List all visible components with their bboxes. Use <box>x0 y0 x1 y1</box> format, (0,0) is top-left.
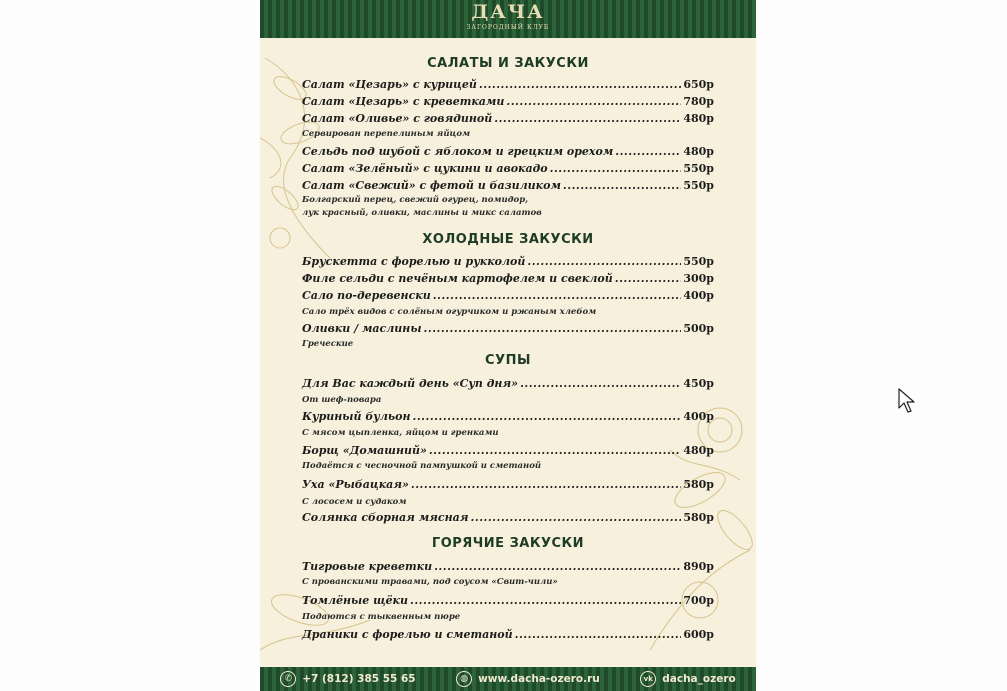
leader-dots <box>615 145 681 158</box>
item-name: Сало по-деревенски <box>302 289 431 302</box>
menu-item <box>302 179 714 193</box>
leader-dots <box>506 95 681 108</box>
item-name: Оливки / маслины <box>302 322 422 335</box>
item-price: 450р <box>683 377 714 390</box>
menu-item <box>302 594 714 608</box>
leader-dots <box>471 511 682 524</box>
vk-text: dacha_ozero <box>662 673 736 685</box>
item-name: Сельдь под шубой с яблоком и грецким орехом <box>302 145 614 158</box>
leader-dots <box>424 322 682 335</box>
menu-item <box>302 162 714 176</box>
section-title: САЛАТЫ И ЗАКУСКИ <box>427 56 589 71</box>
item-price: 550р <box>683 179 714 192</box>
leader-dots <box>527 255 681 268</box>
leader-dots <box>411 478 681 491</box>
item-note: Сервирован перепелиным яйцом <box>302 129 471 139</box>
menu-page <box>260 0 756 691</box>
leader-dots <box>520 377 681 390</box>
item-price: 580р <box>683 511 714 524</box>
item-name: Томлёные щёки <box>302 594 408 607</box>
item-note: Болгарский перец, свежий огурец, помидор, <box>302 195 529 205</box>
leader-dots <box>563 179 681 192</box>
leader-dots <box>494 112 681 125</box>
globe-icon: ◍ <box>456 671 472 687</box>
leader-dots <box>615 272 682 285</box>
item-note: Подаются с тыквенным пюре <box>302 612 461 622</box>
menu-item <box>302 377 714 391</box>
item-name: Драники с форелью и сметаной <box>302 628 513 641</box>
menu-item <box>302 511 714 525</box>
menu-item <box>302 444 714 458</box>
footer <box>260 667 756 691</box>
menu-item <box>302 145 714 159</box>
leader-dots <box>433 289 682 302</box>
section-title: ХОЛОДНЫЕ ЗАКУСКИ <box>422 232 594 247</box>
menu-content <box>260 38 756 668</box>
menu-item <box>302 95 714 109</box>
item-name: Салат «Зелёный» с цукини и авокадо <box>302 162 548 175</box>
leader-dots <box>410 594 681 607</box>
item-price: 600р <box>683 628 714 641</box>
menu-item <box>302 560 714 574</box>
item-name: Тигровые креветки <box>302 560 433 573</box>
item-name: Филе сельди с печёным картофелем и свеклой <box>302 272 613 285</box>
item-price: 480р <box>683 145 714 158</box>
menu-item <box>302 289 714 303</box>
website-text: www.dacha-ozero.ru <box>478 673 600 685</box>
item-name: Солянка сборная мясная <box>302 511 469 524</box>
phone-icon: ✆ <box>280 671 296 687</box>
logo <box>260 0 756 32</box>
item-price: 890р <box>683 560 714 573</box>
leader-dots <box>515 628 682 641</box>
item-price: 300р <box>683 272 714 285</box>
item-note: Сало трёх видов с солёным огурчиком и ржаным хлебом <box>302 307 597 317</box>
logo-subtitle: ЗАГОРОДНЫЙ КЛУБ <box>466 24 550 31</box>
section-title: ГОРЯЧИЕ ЗАКУСКИ <box>431 536 585 551</box>
leader-dots <box>479 78 681 91</box>
item-name: Уха «Рыбацкая» <box>302 478 409 491</box>
item-price: 550р <box>683 255 714 268</box>
item-name: Салат «Цезарь» с креветками <box>302 95 505 108</box>
leader-dots <box>550 162 682 175</box>
leader-dots <box>434 560 681 573</box>
item-name: Борщ «Домашний» <box>302 444 427 457</box>
item-price: 550р <box>683 162 714 175</box>
menu-item <box>302 478 714 492</box>
item-price: 650р <box>683 78 714 91</box>
item-price: 480р <box>683 444 714 457</box>
item-note: Греческие <box>302 339 354 349</box>
leader-dots <box>413 410 682 423</box>
item-name: Брускетта с форелью и рукколой <box>302 255 526 268</box>
item-name: Салат «Цезарь» с курицей <box>302 78 477 91</box>
item-name: Салат «Свежий» с фетой и базиликом <box>302 179 561 192</box>
item-note: От шеф-повара <box>302 395 382 405</box>
menu-item <box>302 272 714 286</box>
menu-item <box>302 628 714 642</box>
menu-item <box>302 322 714 336</box>
item-note: Подаётся с чесночной пампушкой и сметаной <box>302 461 542 471</box>
item-name: Куриный бульон <box>302 410 411 423</box>
item-note: С мясом цыпленка, яйцом и гренками <box>302 428 499 438</box>
footer-phone[interactable] <box>280 671 415 687</box>
item-note: лук красный, оливки, маслины и микс салатов <box>302 208 542 218</box>
item-price: 400р <box>683 410 714 423</box>
item-note: С прованскими травами, под соусом «Свит-чили» <box>302 577 558 587</box>
leader-dots <box>429 444 682 457</box>
vk-icon: vk <box>640 671 656 687</box>
footer-website[interactable] <box>456 671 600 687</box>
item-name: Салат «Оливье» с говядиной <box>302 112 493 125</box>
section-title: СУПЫ <box>485 353 531 368</box>
item-price: 580р <box>683 478 714 491</box>
footer-vk[interactable] <box>640 671 735 687</box>
menu-item <box>302 255 714 269</box>
item-price: 500р <box>683 322 714 335</box>
mouse-pointer-icon <box>898 388 916 414</box>
logo-title: ДАЧА <box>471 1 545 23</box>
item-price: 780р <box>683 95 714 108</box>
item-price: 480р <box>683 112 714 125</box>
item-note: С лососем и судаком <box>302 497 407 507</box>
item-name: Для Вас каждый день «Суп дня» <box>302 377 519 390</box>
menu-item <box>302 112 714 126</box>
phone-text: +7 (812) 385 55 65 <box>302 673 416 685</box>
menu-item <box>302 410 714 424</box>
item-price: 400р <box>683 289 714 302</box>
item-price: 700р <box>683 594 714 607</box>
menu-item <box>302 78 714 92</box>
